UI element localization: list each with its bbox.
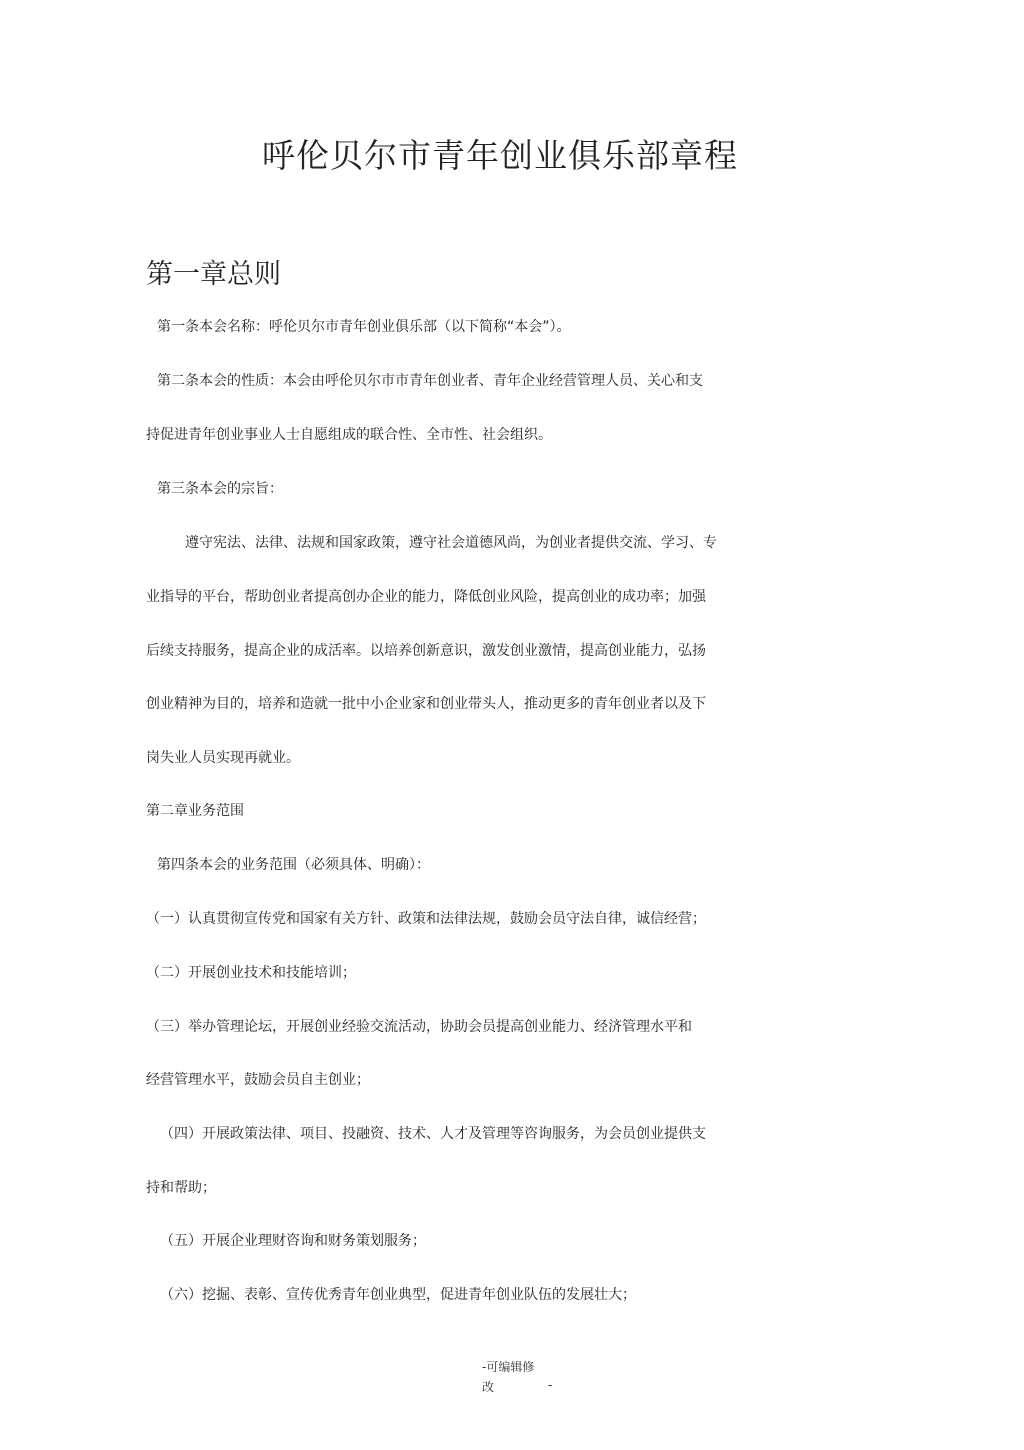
chapter-1-heading: 第一章总则 (146, 259, 281, 290)
scope-item-3-line-1: （三）举办管理论坛，开展创业经验交流活动，协助会员提高创业能力、经济管理水平和 (146, 1019, 692, 1035)
scope-item-1: （一）认真贯彻宣传党和国家有关方针、政策和法律法规，鼓励会员守法自律，诚信经营； (146, 911, 706, 927)
scope-item-2: （二）开展创业技术和技能培训； (146, 965, 356, 981)
article-3-heading: 第三条本会的宗旨： (157, 481, 283, 497)
scope-item-3-line-2: 经营管理水平，鼓励会员自主创业； (146, 1072, 370, 1088)
scope-item-4-line-1: （四）开展政策法律、项目、投融资、技术、人才及管理等咨询服务，为会员创业提供支 (160, 1126, 706, 1142)
article-3-paragraph-line-2: 业指导的平台，帮助创业者提高创办企业的能力，降低创业风险，提高创业的成功率；加强 (146, 589, 706, 605)
chapter-2-heading: 第二章业务范围 (146, 803, 244, 819)
article-4-heading: 第四条本会的业务范围（必须具体、明确）： (157, 857, 430, 873)
article-2-line-1: 第二条本会的性质：本会由呼伦贝尔市市青年创业者、青年企业经营管理人员、关心和支 (157, 373, 703, 389)
article-3-paragraph-line-4: 创业精神为目的，培养和造就一批中小企业家和创业带头人，推动更多的青年创业者以及下 (146, 696, 706, 712)
footer-editable-note-line-1: -可编辑修 (482, 1360, 535, 1374)
scope-item-4-line-2: 持和帮助； (146, 1180, 216, 1196)
footer-editable-note-line-2: 改 (482, 1380, 495, 1394)
article-3-paragraph-line-1: 遵守宪法、法律、法规和国家政策，遵守社会道德风尚，为创业者提供交流、学习、专 (185, 535, 717, 551)
article-3-paragraph-line-5: 岗失业人员实现再就业。 (146, 750, 300, 766)
scope-item-6: （六）挖掘、表彰、宣传优秀青年创业典型，促进青年创业队伍的发展壮大； (160, 1287, 636, 1303)
document-title: 呼伦贝尔市青年创业俱乐部章程 (262, 136, 738, 175)
article-2-line-2: 持促进青年创业事业人士自愿组成的联合性、全市性、社会组织。 (146, 427, 552, 443)
scope-item-5: （五）开展企业理财咨询和财务策划服务； (160, 1233, 426, 1249)
article-1: 第一条本会名称：呼伦贝尔市青年创业俱乐部（以下简称“本会”）。 (157, 319, 571, 335)
footer-dash: - (548, 1378, 553, 1392)
article-3-paragraph-line-3: 后续支持服务，提高企业的成活率。以培养创新意识，激发创业激情，提高创业能力，弘扬 (146, 643, 706, 659)
